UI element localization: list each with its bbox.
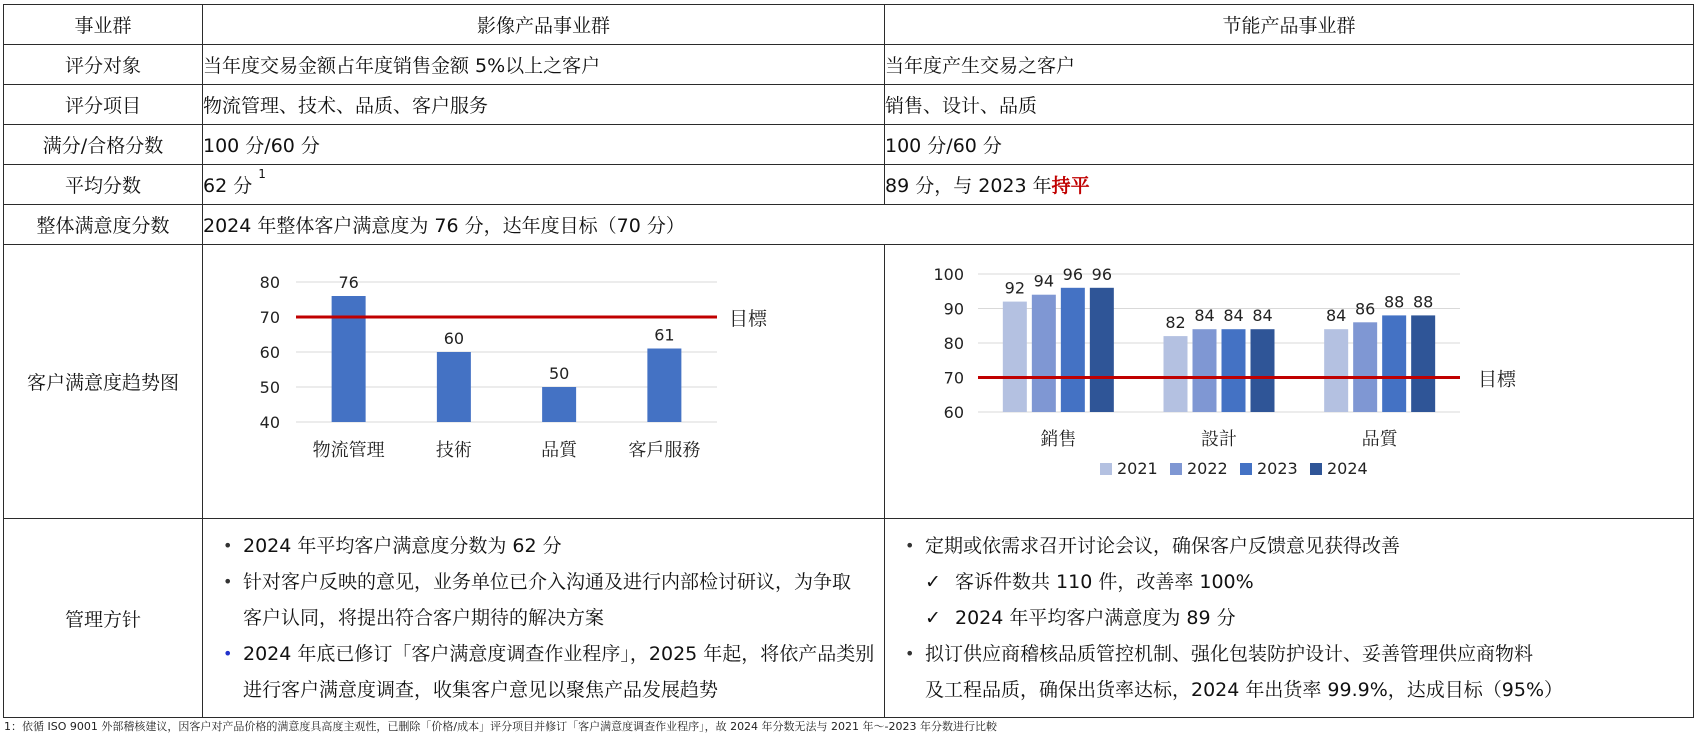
y-tick-label: 40 bbox=[259, 412, 280, 432]
row-label: 评分项目 bbox=[4, 85, 203, 125]
legend-swatch bbox=[1100, 463, 1112, 475]
y-tick-label: 90 bbox=[943, 299, 964, 318]
x-tick-label: 物流管理 bbox=[312, 439, 385, 461]
imaging-policy-cell bbox=[203, 519, 885, 718]
x-tick-label: 銷售 bbox=[1040, 428, 1077, 450]
target-label: 目標 bbox=[1478, 368, 1517, 390]
overall-cell: 2024 年整体客户满意度为 76 分，达年度目标（70 分） bbox=[203, 205, 1694, 245]
data-label: 84 bbox=[1252, 305, 1273, 325]
energy-cell: 当年度产生交易之客户 bbox=[885, 45, 1694, 85]
bar bbox=[542, 387, 576, 422]
bar bbox=[1090, 287, 1114, 411]
row-label: 客户满意度趋势图 bbox=[4, 245, 203, 519]
imaging-average-cell bbox=[203, 165, 885, 205]
x-tick-label: 設計 bbox=[1201, 428, 1237, 450]
legend-swatch bbox=[1240, 463, 1252, 475]
imaging-cell: 当年度交易金额占年度销售金额 5%以上之客户 bbox=[203, 45, 885, 85]
flat-highlight: 持平 bbox=[1051, 175, 1090, 197]
energy-average-cell bbox=[885, 165, 1694, 205]
y-tick-label: 50 bbox=[259, 377, 280, 397]
policy-item: • 拟订供应商稽核品质管控机制、强化包装防护设计、妥善管理供应商物料 bbox=[907, 636, 1693, 672]
energy-chart-cell bbox=[885, 245, 1694, 519]
bar bbox=[1353, 322, 1377, 412]
imaging-cell: 物流管理、技术、品质、客户服务 bbox=[203, 85, 885, 125]
row-policy bbox=[4, 519, 1694, 718]
row-items bbox=[4, 85, 1694, 125]
bar bbox=[1032, 294, 1056, 411]
checkmark-icon: ✓ bbox=[925, 607, 941, 629]
energy-cell: 销售、设计、品质 bbox=[885, 85, 1694, 125]
legend-label: 2022 bbox=[1187, 458, 1228, 478]
y-tick-label: 60 bbox=[943, 402, 964, 422]
energy-average: 89 分，与 2023 年 bbox=[885, 175, 1052, 197]
legend-label: 2023 bbox=[1257, 458, 1298, 478]
data-label: 86 bbox=[1354, 298, 1376, 318]
policy-subitem-text: 客诉件数共 110 件，改善率 100% bbox=[955, 571, 1254, 593]
header-row bbox=[4, 5, 1694, 45]
bar bbox=[647, 348, 681, 422]
legend-label: 2021 bbox=[1117, 458, 1158, 478]
policy-item: • 2024 年平均客户满意度分数为 62 分 bbox=[225, 528, 884, 564]
legend-swatch bbox=[1310, 463, 1322, 475]
bar bbox=[1382, 315, 1406, 412]
energy-policy-list bbox=[885, 528, 1693, 708]
data-label: 76 bbox=[338, 272, 359, 292]
bar bbox=[1061, 287, 1085, 411]
bar bbox=[1324, 329, 1348, 412]
x-tick-label: 品質 bbox=[541, 439, 578, 461]
data-label: 84 bbox=[1194, 305, 1215, 325]
row-overall bbox=[4, 205, 1694, 245]
x-tick-label: 客戶服務 bbox=[628, 439, 701, 461]
data-label: 61 bbox=[654, 325, 675, 344]
policy-subitem bbox=[907, 564, 1693, 600]
bar bbox=[1164, 336, 1188, 412]
legend-swatch bbox=[1170, 463, 1182, 475]
imaging-policy-list bbox=[203, 528, 884, 708]
data-label: 84 bbox=[1325, 305, 1347, 325]
policy-item: • 2024 年底已修订「客户满意度调查作业程序」，2025 年起，将依产品类别 bbox=[225, 636, 884, 672]
footnote-marker: 1 bbox=[258, 167, 266, 181]
policy-subitem bbox=[907, 600, 1693, 636]
policy-item: • 针对客户反映的意见，业务单位已介入沟通及进行内部检讨研议，为争取 bbox=[225, 564, 884, 600]
data-label: 82 bbox=[1165, 312, 1186, 332]
data-label: 84 bbox=[1223, 305, 1244, 325]
header-energy: 节能产品事业群 bbox=[885, 5, 1694, 45]
data-label: 88 bbox=[1383, 291, 1405, 311]
bar bbox=[1411, 315, 1435, 412]
y-tick-label: 80 bbox=[943, 333, 964, 353]
energy-policy-cell bbox=[885, 519, 1694, 718]
imaging-satisfaction-chart bbox=[203, 246, 883, 518]
data-label: 94 bbox=[1033, 271, 1055, 291]
policy-item-continued: 进行客户满意度调查，收集客户意见以聚焦产品发展趋势 bbox=[243, 679, 719, 701]
data-label: 88 bbox=[1412, 291, 1434, 311]
bar bbox=[1193, 329, 1217, 412]
policy-item-continued: 客户认同，将提出符合客户期待的解决方案 bbox=[243, 607, 605, 629]
header-business-group: 事业群 bbox=[4, 5, 203, 45]
bar bbox=[437, 352, 471, 422]
bar bbox=[1251, 329, 1275, 412]
data-label: 96 bbox=[1091, 264, 1113, 284]
imaging-average: 62 分 bbox=[203, 175, 253, 197]
row-label: 满分/合格分数 bbox=[4, 125, 203, 165]
target-label: 目標 bbox=[729, 307, 768, 330]
row-label: 平均分数 bbox=[4, 165, 203, 205]
header-imaging: 影像产品事业群 bbox=[203, 5, 885, 45]
y-tick-label: 70 bbox=[259, 307, 280, 327]
energy-cell: 100 分/60 分 bbox=[885, 125, 1694, 165]
data-label: 92 bbox=[1004, 278, 1026, 298]
policy-item-continued: 及工程品质，确保出货率达标，2024 年出货率 99.9%，达成目标（95%） bbox=[925, 679, 1564, 701]
x-tick-label: 品質 bbox=[1361, 428, 1398, 450]
x-tick-label: 技術 bbox=[435, 439, 472, 461]
satisfaction-table bbox=[3, 4, 1694, 718]
imaging-chart-cell bbox=[203, 245, 885, 519]
checkmark-icon: ✓ bbox=[925, 571, 941, 593]
row-average bbox=[4, 165, 1694, 205]
y-tick-label: 70 bbox=[943, 368, 964, 387]
row-label: 评分对象 bbox=[4, 45, 203, 85]
energy-satisfaction-chart bbox=[885, 246, 1693, 518]
row-scope bbox=[4, 45, 1694, 85]
bar bbox=[1222, 329, 1246, 412]
row-label: 整体满意度分数 bbox=[4, 205, 203, 245]
imaging-cell: 100 分/60 分 bbox=[203, 125, 885, 165]
y-tick-label: 60 bbox=[259, 342, 280, 362]
footnote: 1：依循 ISO 9001 外部稽核建议，因客户对产品价格的满意度具高度主观性，已删除「价格/成本」评分项目并修订「客户满意度调查作业程序」，故 2024 年分数无法与 2021 年～-2023 年分数进行比較 bbox=[4, 720, 998, 733]
data-label: 60 bbox=[443, 328, 465, 348]
policy-item: • 定期或依需求召开讨论会议，确保客户反馈意见获得改善 bbox=[907, 528, 1693, 564]
y-tick-label: 100 bbox=[933, 264, 964, 284]
bar bbox=[1003, 301, 1027, 411]
data-label: 50 bbox=[548, 363, 570, 383]
row-trend bbox=[4, 245, 1694, 519]
legend-label: 2024 bbox=[1327, 458, 1368, 478]
row-label: 管理方针 bbox=[4, 519, 203, 718]
row-score bbox=[4, 125, 1694, 165]
y-tick-label: 80 bbox=[259, 272, 280, 292]
bar bbox=[332, 296, 366, 422]
data-label: 96 bbox=[1062, 264, 1084, 284]
policy-subitem-text: 2024 年平均客户满意度为 89 分 bbox=[955, 607, 1236, 629]
